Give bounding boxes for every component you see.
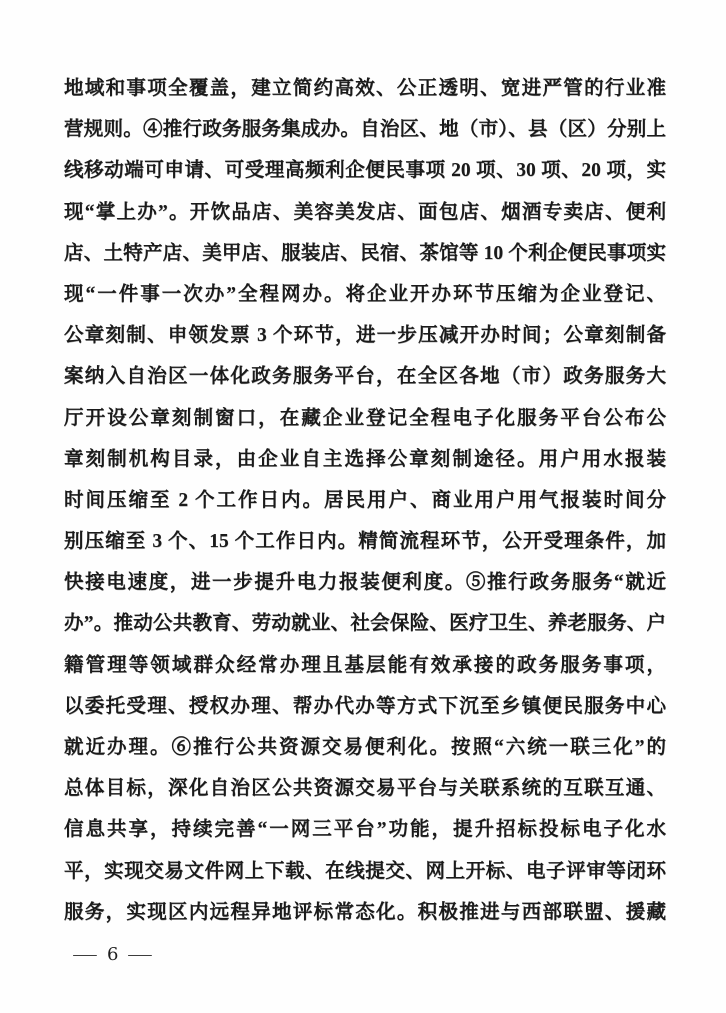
footer-dash-right: — — [128, 944, 153, 964]
text-line: 现“掌上办”。开饮品店、美容美发店、面包店、烟酒专卖店、便利 — [64, 201, 666, 223]
text-line: 服务，实现区内远程异地评标常态化。积极推进与西部联盟、援藏 — [64, 901, 666, 923]
text-line: 时间压缩至 2 个工作日内。居民用户、商业用户用气报装时间分 — [64, 489, 666, 511]
text-line: 店、土特产店、美甲店、服装店、民宿、茶馆等 10 个利企便民事项实 — [64, 242, 666, 264]
text-line: 案纳入自治区一体化政务服务平台，在全区各地（市）政务服务大 — [64, 366, 666, 388]
document-body — [64, 68, 666, 933]
text-line: 地域和事项全覆盖，建立简约高效、公正透明、宽进严管的行业准 — [64, 78, 666, 99]
text-line: 就近办理。⑥推行公共资源交易便利化。按照“六统一联三化”的 — [64, 737, 666, 758]
text-line: 营规则。④推行政务服务集成办。自治区、地（市）、县（区）分别上 — [64, 119, 666, 141]
page-footer — [73, 944, 153, 965]
text-line: 快接电速度，进一步提升电力报装便利度。⑤推行政务服务“就近 — [64, 572, 666, 594]
text-line: 办”。推动公共教育、劳动就业、社会保险、医疗卫生、养老服务、户 — [64, 613, 666, 635]
text-line: 总体目标，深化自治区公共资源交易平台与关联系统的互联互通、 — [64, 778, 666, 800]
footer-dash-left: — — [73, 944, 97, 964]
text-line: 籍管理等领域群众经常办理且基层能有效承接的政务服务事项， — [64, 654, 666, 676]
text-line: 章刻制机构目录，由企业自主选择公章刻制途径。用户用水报装 — [64, 448, 666, 470]
text-line: 以委托受理、授权办理、帮办代办等方式下沉至乡镇便民服务中心 — [64, 695, 666, 717]
text-line: 别压缩至 3 个、15 个工作日内。精简流程环节，公开受理条件，加 — [64, 531, 666, 553]
page-number: 6 — [107, 944, 119, 965]
text-line: 平，实现交易文件网上下载、在线提交、网上开标、电子评审等闭环 — [64, 860, 666, 882]
text-line: 线移动端可申请、可受理高频利企便民事项 20 项、30 项、20 项，实 — [64, 160, 666, 182]
text-line: 信息共享，持续完善“一网三平台”功能，提升招标投标电子化水 — [64, 819, 666, 841]
text-line: 现“一件事一次办”全程网办。将企业开办环节压缩为企业登记、 — [64, 283, 666, 305]
text-line: 公章刻制、申领发票 3 个环节，进一步压减开办时间；公章刻制备 — [64, 325, 666, 347]
text-line: 厅开设公章刻制窗口，在藏企业登记全程电子化服务平台公布公 — [64, 407, 666, 429]
